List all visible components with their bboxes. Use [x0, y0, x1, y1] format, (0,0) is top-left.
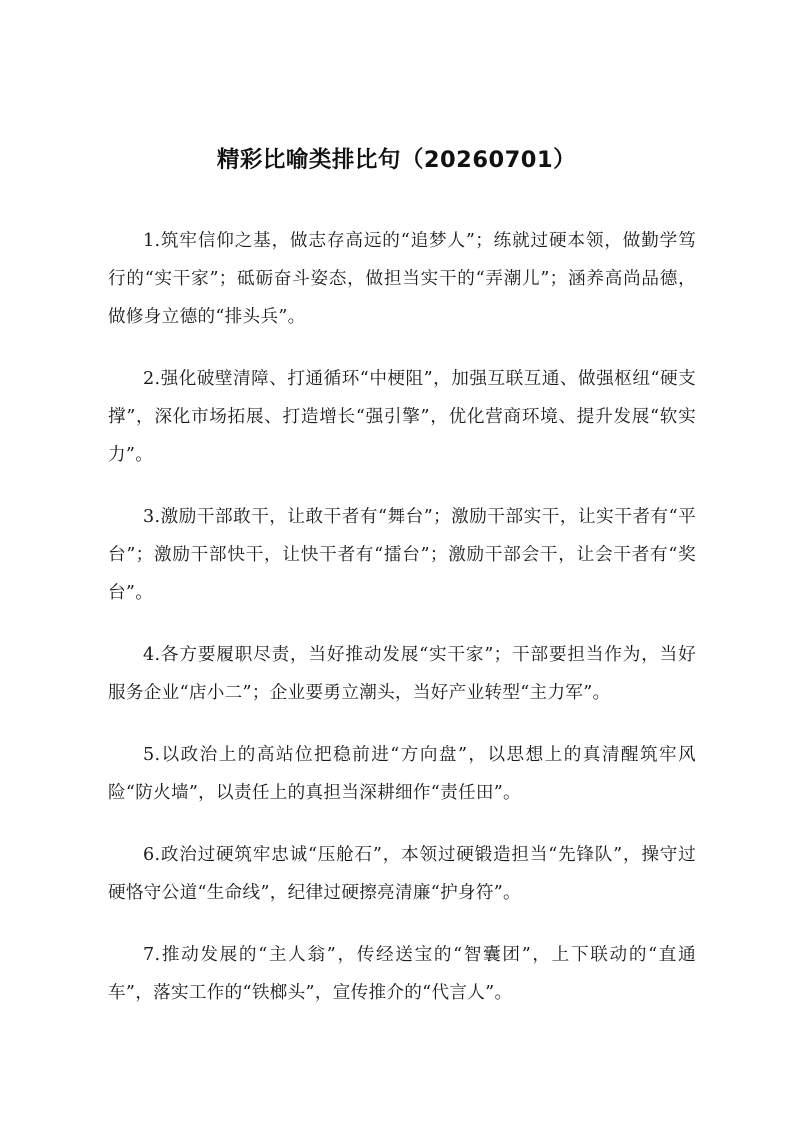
- paragraph-6: 6.政治过硬筑牢忠诚“压舱石”，本领过硬锻造担当“先锋队”，操守过硬恪守公道“生命线”，纪律过硬擦亮清廉“护身符”。: [108, 845, 696, 903]
- page-title: 精彩比喻类排比句（20260701）: [216, 147, 577, 173]
- paragraph-3: 3.激励干部敢干，让敢干者有“舞台”；激励干部实干，让实干者有“平台”；激励干部快干，让快干者有“擂台”；激励干部会干，让会干者有“奖台”。: [108, 507, 696, 603]
- paragraph-5: 5.以政治上的高站位把稳前进“方向盘”，以思想上的真清醒筑牢风险“防火墙”，以责任上的真担当深耕细作“责任田”。: [108, 745, 696, 803]
- paragraph-4: 4.各方要履职尽责，当好推动发展“实干家”；干部要担当作为，当好服务企业“店小二”；企业要勇立潮头，当好产业转型“主力军”。: [108, 645, 696, 703]
- paragraph-7: 7.推动发展的“主人翁”，传经送宝的“智囊团”，上下联动的“直通车”，落实工作的“铁榔头”，宣传推介的“代言人”。: [108, 945, 696, 1003]
- document-body: [108, 222, 696, 1036]
- paragraph-2: 2.强化破壁清障、打通循环“中梗阻”，加强互联互通、做强枢纽“硬支撑”，深化市场拓展、打造增长“强引擎”，优化营商环境、提升发展“软实力”。: [108, 369, 696, 465]
- paragraph-1: 1.筑牢信仰之基，做志存高远的“追梦人”；练就过硬本领，做勤学笃行的“实干家”；砥砺奋斗姿态，做担当实干的“弄潮儿”；涵养高尚品德，做修身立德的“排头兵”。: [108, 231, 696, 327]
